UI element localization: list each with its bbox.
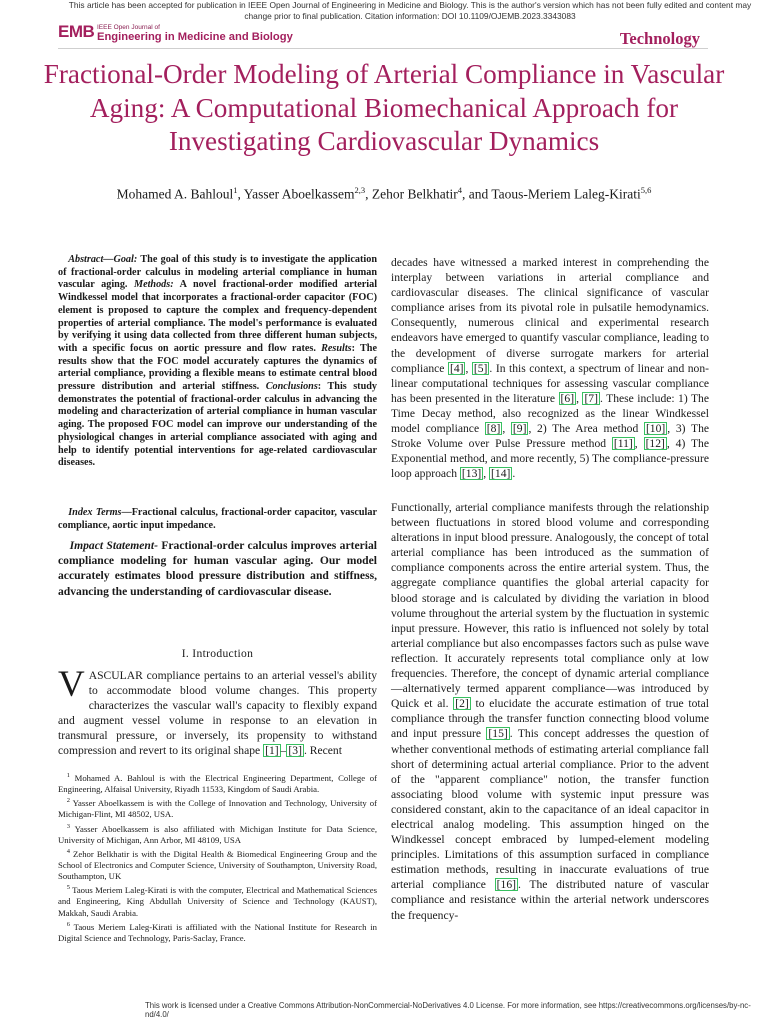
citation-link[interactable]: [9] [512, 422, 527, 436]
impact-label: Impact Statement- [69, 539, 158, 552]
footnote-text: Mohamed A. Bahloul is with the Electrical Engineering Department, College of Engineering, Alfaisal University, Riyadh 11533, Kingdom of Saudi Arabia. [58, 772, 377, 795]
footnote-marker: 3 [66, 822, 70, 830]
body-text: . The distributed nature of vascular compliance and resistance within the arterial network underscores the frequency- [391, 878, 710, 922]
dropcap: V [58, 664, 85, 705]
body-text: . These include: 1) The Time Decay method, also recognized as the linear Windkessel model compliance [391, 391, 709, 436]
citation-link[interactable]: [3] [288, 744, 302, 758]
citation-link[interactable]: [13] [461, 467, 482, 481]
citation-link[interactable]: [15] [488, 727, 508, 741]
index-terms: Index Terms—Fractional calculus, fractional-order capacitor, vascular compliance, aortic input impedance. [58, 507, 377, 531]
right-column-paragraph-2 [391, 500, 709, 923]
license-footer: This work is licensed under a Creative Commons Attribution-NonCommercial-NoDerivatives 4.0 License. For more information, see https://creativecommons.org/licenses/by-nc-nd/4.0/ [145, 1001, 751, 1019]
goal-label: Goal: [113, 254, 138, 265]
footnote-marker: 2 [66, 797, 70, 805]
citation-link[interactable]: [2] [455, 697, 469, 711]
author-name: Yasser Aboelkassem [243, 186, 355, 202]
conclusions-label: Conclusions [265, 381, 318, 393]
section-heading-text: I. Introduction [181, 647, 254, 660]
author-affiliation: 5,6 [640, 185, 652, 195]
index-terms-label: Index Terms [68, 507, 122, 518]
journal-prefix: IEEE Open Journal of [97, 24, 160, 31]
intro-paragraph-end: . Recent [303, 744, 342, 758]
header-divider [58, 48, 708, 49]
journal-name: Engineering in Medicine and Biology [97, 31, 293, 43]
body-text: Functionally, arterial compliance manifests through the relationship between fluctuations in stored blood volume and corresponding alterations in input blood pressure. Analogously, the concept of total arterial compliance has been introduced as the summation of compliance components across the entire arterial system. Thus, the aggregate compliance quantifies the global arterial capacity for blood storage and is calculated by dividing the variation in blood volume throughout the arterial system by the fluctuation in systemic input pressure. However, this ratio is influenced not solely by total arterial compliance but also encompasses factors such as pulse wave reflection. It accurately represents total compliance only at low frequencies. Therefore, the concept of dynamic arterial compliance—alternatively termed apparent compliance—was introduced by Quick et al. [391, 501, 709, 711]
citation-separator: , [465, 361, 472, 375]
citation-link[interactable]: [1] [265, 744, 279, 758]
impact-statement [58, 538, 377, 599]
publication-notice: This article has been accepted for publication in IEEE Open Journal of Engineering in Medicine and Biology. This is the author's version which has not been fully edited and content may change prior to final publication. Citation information: DOI 10.1109/OJEMB.2023.3343083 [68, 0, 752, 21]
footnote-text: Taous Meriem Laleg-Kirati is affiliated with the National Institute for Research in Digital Science and Technology, Paris-Saclay, France. [58, 921, 378, 943]
body-text: decades have witnessed a marked interest in comprehending the interplay between variations in arterial compliance and cardiovascular diseases. The clinical significance of vascular compliance arises from its pivotal role in pulsatile hemodynamics. Consequently, numerous clinical and experimental research endeavors have emerged to quantify vascular compliance, leading to the development of diverse surrogate markers for arterial compliance [391, 256, 709, 375]
citation-link[interactable]: [8] [486, 422, 501, 436]
body-text: . This concept addresses the question of whether conventional methods of estimating arterial compliance fall short of determining actual arterial compliance. Prior to the advent of the "apparent compliance" notion, the transfer function associating blood volume with systemic input pressure was considered constant, akin to the capacitance of an ideal capacitor in electrical analog modeling. This assumption hinged on the Windkessel concept embraced by lumped-element modeling principles. Limitations of this assumption surfaced in compliance estimation methods, resulting in inaccurate evaluations of true arterial compliance [391, 727, 710, 892]
footnote-marker: 1 [66, 772, 70, 779]
author-separator: , [237, 186, 244, 202]
footnote-text: Yasser Aboelkassem is also affiliated with Michigan Institute for Data Science, University of Michigan, Ann Arbor, MI 48109, USA [58, 823, 377, 845]
body-text: to elucidate the accurate estimation of true total compliance through the transfer function connecting blood volume and input pressure [391, 697, 710, 741]
introduction-text [58, 664, 377, 759]
footnote-text: Yasser Aboelkassem is with the College of Innovation and Technology, University of Michigan-Flint, MI 48502, USA. [58, 798, 377, 820]
right-column-paragraph-1 [391, 255, 709, 481]
citation-link[interactable]: [12] [645, 437, 665, 451]
body-text: . [512, 467, 516, 481]
footnote-text: Zehor Belkhatir is with the Digital Health & Biomedical Engineering Group and the School of Electronics and Computer Science, University of Southampton, University Road, Southampton, UK [58, 848, 378, 882]
body-text: . In this context, a spectrum of linear and non-linear computational techniques for assessing vascular compliance has been presented in the literature [391, 361, 709, 405]
section-tag: Technology [619, 29, 700, 48]
citation-link[interactable]: [16] [496, 878, 516, 892]
author-separator: , [365, 186, 372, 202]
author-name: Taous-Meriem Laleg-Kirati [491, 186, 641, 202]
body-text: , 4) The Exponential method, and more recently, 5) The compliance-pressure loop approach [391, 437, 709, 481]
citation-link[interactable]: [10] [645, 422, 666, 436]
emb-logo: EMB [58, 22, 95, 41]
methods-label: Methods: [134, 279, 174, 291]
footnote-text: Taous Meriem Laleg-Kirati is with the computer, Electrical and Mathematical Sciences and Engineering, King Abdullah University of Science and Technology (KAUST), Makkah, Saudi Arabia. [58, 885, 378, 918]
citation-separator: , [483, 467, 490, 481]
citation-separator: , [502, 422, 511, 436]
citation-link[interactable]: [6] [560, 391, 575, 405]
author-affiliation: 1 [233, 185, 238, 195]
author-affiliation: 4 [457, 185, 462, 195]
author-list [40, 185, 728, 203]
author-name: Zehor Belkhatir [371, 186, 458, 202]
abstract-goal: The goal of this study is to investigate the application of fractional-order calculus in modeling arterial compliance in human vascular aging. [58, 254, 377, 291]
paper-title: Fractional-Order Modeling of Arterial Compliance in Vascular Aging: A Computational Biomechanical Approach for Investigating Cardiovascular Dynamics [43, 59, 725, 156]
citation-link[interactable]: [5] [473, 361, 488, 375]
author-separator: , and [461, 186, 492, 202]
author-name: Mohamed A. Bahloul [116, 186, 234, 202]
footnote-marker: 5 [66, 884, 70, 892]
abstract-conclusions: This study demonstrates the potential of fractional-order calculus in advancing the modeling and characterization of arterial compliance in human vascular aging. The proposed FOC model can improve our understanding of the physiological changes in arterial compliance associated with aging and help to identify potential interventions for age-related cardiovascular diseases. [58, 381, 377, 469]
author-footnotes [58, 770, 377, 944]
abstract-methods: A novel fractional-order modified arterial Windkessel model that incorporates a fractional-order capacitor (FOC) element is proposed to capture the complex and frequency-dependent properties of arterial compliance. The model's performance is evaluated by verifying it using data collected from three different human subjects, with a specific focus on aortic pressure and flow rates. [58, 279, 378, 354]
section-heading-introduction [58, 647, 377, 660]
abstract-results: The results show that the FOC model accurately captures the dynamics of arterial compliance, providing a flexible means to estimate central blood pressure distribution and arterial stiffness. [58, 342, 377, 393]
citation-dash: – [280, 744, 287, 758]
abstract: Abstract—Goal: The goal of this study is to investigate the application of fractional-order calculus in modeling arterial compliance in human vascular aging. Methods: A novel fractional-order modified arterial Windkessel model that incorporates a fractional-order capacitor (FOC) element is proposed to capture the complex and frequency-dependent properties of arterial compliance. The model's performance is evaluated by verifying it using data collected from three different human subjects, with a specific focus on aortic pressure and flow rates. Results: The results show that the FOC model accurately captures the dynamics of arterial compliance, providing a flexible means to estimate central blood pressure distribution and arterial stiffness. Conclusions: This study demonstrates the potential of fractional-order calculus in advancing the modeling and characterization of arterial compliance in human vascular aging. The proposed FOC model can improve our understanding of the physiological changes in arterial compliance associated with aging and help to identify potential interventions for age-related cardiovascular diseases. [58, 254, 378, 469]
citation-link[interactable]: [11] [613, 437, 633, 451]
abstract-label: Abstract [68, 254, 104, 265]
author-affiliation: 2,3 [354, 185, 366, 195]
citation-link[interactable]: [7] [584, 391, 598, 405]
results-label: Results [321, 342, 352, 354]
index-terms-text: Fractional calculus, fractional-order capacitor, vascular compliance, aortic input impedance. [58, 507, 377, 531]
citation-separator: , [576, 391, 583, 405]
body-text: , 2) The Area method [528, 422, 644, 436]
intro-paragraph: ASCULAR compliance pertains to an arterial vessel's ability to accommodate blood volume changes. This property characterizes the vascular wall's capacity to flexibly expand and augment vessel volume in response to an elevation in transmural pressure, or inversely, its propensity to withstand compression and revert to its original shape [58, 669, 377, 758]
footnote-marker: 4 [66, 847, 70, 855]
citation-link[interactable]: [14] [491, 467, 511, 481]
footnote-marker: 6 [66, 920, 70, 928]
citation-link[interactable]: [4] [449, 361, 464, 375]
citation-separator: , [634, 437, 644, 451]
body-text: , 3) The Stroke Volume over Pulse Pressure method [391, 422, 710, 451]
impact-text: Fractional-order calculus improves arterial compliance modeling for human vascular aging. Our model accurately estimates blood pressure distribution and stiffness, advancing the understanding of cardiovascular disease. [58, 539, 378, 598]
